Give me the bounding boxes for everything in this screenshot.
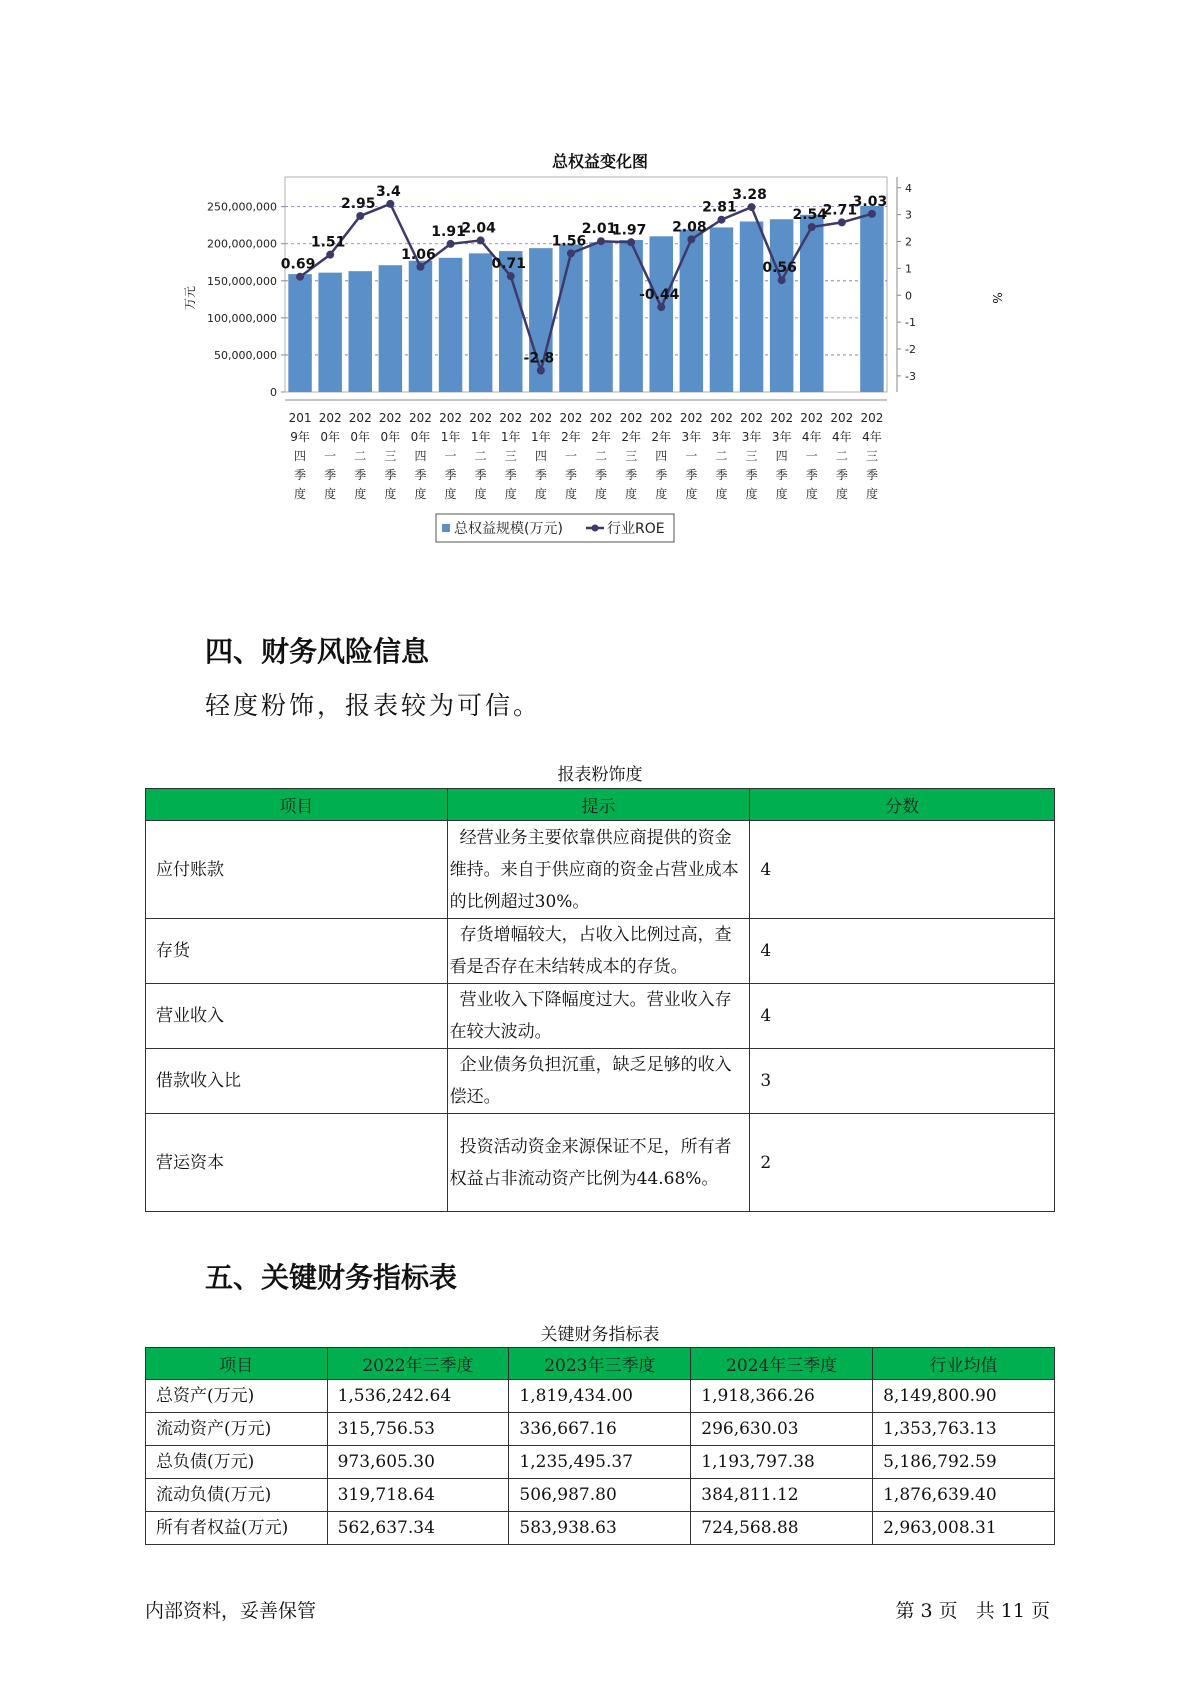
y-tick-label: 200,000,000 [207, 237, 277, 251]
data-label: -2.8 [523, 350, 555, 367]
metrics-table [145, 1347, 1055, 1545]
data-label: 3.4 [375, 183, 401, 200]
data-label: 1.56 [551, 233, 587, 250]
bar [589, 242, 612, 392]
legend-line-marker [592, 525, 599, 532]
x-tick-label: 202 2年二季度 [589, 411, 613, 501]
x-tick-label: 202 3年四季度 [770, 411, 794, 501]
bar [740, 221, 763, 392]
bar [770, 219, 793, 392]
table-row [146, 1512, 1055, 1545]
metric-value: 296,630.03 [691, 1413, 873, 1446]
metric-value: 1,819,434.00 [509, 1380, 691, 1413]
risk-score: 4 [750, 821, 1055, 919]
header-score: 分数 [750, 789, 1055, 821]
equity-change-chart [150, 140, 1004, 590]
chart-legend [436, 514, 674, 542]
y2-tick-label: 2 [905, 235, 912, 249]
header-hint: 提示 [447, 789, 750, 821]
table-row [146, 1413, 1055, 1446]
metric-value: 1,918,366.26 [691, 1380, 873, 1413]
y2-tick-label: -3 [905, 369, 916, 383]
data-label: 3.03 [852, 193, 888, 210]
data-label: 2.04 [461, 220, 496, 237]
roe-point [717, 216, 725, 224]
roe-point [447, 240, 455, 248]
risk-item: 应付账款 [146, 821, 448, 919]
risk-table-header-row [146, 789, 1055, 821]
metric-name: 总负债(万元) [146, 1446, 328, 1479]
bar [469, 253, 492, 392]
y2-tick-label: -1 [905, 316, 916, 330]
risk-table-caption: 报表粉饰度 [557, 765, 643, 785]
roe-point [838, 218, 846, 226]
section-heading-financial-risk: 四、财务风险信息 [205, 635, 430, 668]
roe-point [477, 236, 485, 244]
roe-point [597, 237, 605, 245]
roe-point [748, 203, 756, 211]
legend-bar-swatch [442, 524, 450, 532]
x-tick-label: 202 2年一季度 [559, 411, 583, 501]
data-label: 1.51 [310, 234, 346, 251]
metric-value: 1,193,797.38 [691, 1446, 873, 1479]
risk-score: 4 [750, 919, 1055, 984]
risk-item: 营业收入 [146, 984, 448, 1049]
table-row [146, 919, 1055, 984]
x-tick-label: 202 1年四季度 [529, 411, 553, 501]
header-2023q3: 2023年三季度 [509, 1348, 691, 1380]
x-tick-label: 202 3年一季度 [679, 411, 703, 501]
data-label: 2.95 [340, 195, 376, 212]
bar [318, 273, 341, 392]
x-tick-label: 202 0年三季度 [378, 411, 402, 501]
risk-item: 借款收入比 [146, 1049, 448, 1114]
metric-value: 336,667.16 [509, 1413, 691, 1446]
data-label: 0.56 [762, 260, 797, 277]
metric-value: 1,876,639.40 [873, 1479, 1055, 1512]
bar [650, 236, 673, 392]
metric-value: 724,568.88 [691, 1512, 873, 1545]
header-item: 项目 [146, 789, 448, 821]
roe-point [868, 210, 876, 218]
x-tick-label: 202 2年四季度 [649, 411, 673, 501]
footer-confidential-note: 内部资料，妥善保管 [145, 1600, 317, 1622]
y-tick-label: 0 [270, 386, 277, 399]
risk-hint: 存货增幅较大，占收入比例过高，查看是否存在未结转成本的存货。 [447, 919, 750, 984]
chart-title: 总权益变化图 [551, 152, 649, 171]
metric-value: 1,235,495.37 [509, 1446, 691, 1479]
metric-value: 384,811.12 [691, 1479, 873, 1512]
y2-tick-label: -2 [905, 343, 916, 356]
risk-hint: 投资活动资金来源保证不足，所有者权益占非流动资产比例为44.68%。 [447, 1114, 750, 1212]
table-row [146, 821, 1055, 919]
header-2022q3: 2022年三季度 [327, 1348, 509, 1380]
data-label: 3.28 [732, 187, 767, 204]
roe-point [808, 223, 816, 231]
x-tick-label: 202 4年二季度 [830, 411, 854, 501]
x-tick-label: 202 4年三季度 [860, 411, 884, 501]
x-tick-label: 202 3年二季度 [709, 411, 733, 501]
header-2024q3: 2024年三季度 [691, 1348, 873, 1380]
roe-point [356, 212, 364, 220]
data-label: 2.08 [672, 219, 707, 236]
metric-value: 8,149,800.90 [873, 1380, 1055, 1413]
bar [439, 258, 462, 392]
x-tick-label: 202 1年二季度 [469, 411, 493, 501]
y2-tick-label: 1 [905, 262, 912, 276]
roe-point [416, 263, 424, 271]
bar [559, 244, 582, 392]
bar [860, 206, 883, 392]
metric-value: 562,637.34 [327, 1512, 509, 1545]
x-tick-label: 202 0年二季度 [348, 411, 372, 501]
table-row [146, 984, 1055, 1049]
metric-value: 1,353,763.13 [873, 1413, 1055, 1446]
risk-score: 2 [750, 1114, 1055, 1212]
y2-tick-label: 3 [905, 208, 912, 222]
roe-point [386, 200, 394, 208]
y-tick-label: 250,000,000 [207, 200, 277, 214]
metric-value: 583,938.63 [509, 1512, 691, 1545]
roe-point [326, 251, 334, 259]
data-label: -0.44 [639, 287, 680, 304]
x-tick-label: 202 0年一季度 [318, 411, 342, 501]
y2-tick-label: 4 [905, 181, 912, 195]
x-tick-label: 202 1年三季度 [499, 411, 523, 501]
roe-point [507, 272, 515, 280]
bar [379, 265, 402, 392]
x-tick-label: 202 3年三季度 [740, 411, 764, 501]
section-heading-key-metrics: 五、关键财务指标表 [205, 1261, 458, 1294]
header-industry-avg: 行业均值 [873, 1348, 1055, 1380]
data-label: 1.91 [431, 223, 466, 240]
risk-item: 存货 [146, 919, 448, 984]
data-label: 1.06 [401, 246, 436, 263]
bar [349, 271, 372, 392]
metric-name: 总资产(万元) [146, 1380, 328, 1413]
data-label: 2.81 [702, 199, 737, 216]
y-tick-label: 50,000,000 [214, 348, 277, 362]
table-row [146, 1380, 1055, 1413]
y-tick-label: 100,000,000 [207, 311, 277, 325]
y2-axis-label: % [990, 292, 1004, 304]
roe-point [296, 273, 304, 281]
table-row [146, 1479, 1055, 1512]
roe-point [627, 238, 635, 246]
data-label: 1.97 [611, 222, 647, 239]
roe-point [537, 367, 545, 375]
y-axis-label: 万元 [183, 285, 197, 311]
risk-table [145, 788, 1055, 1212]
y-tick-label: 150,000,000 [207, 274, 277, 288]
bar [710, 227, 733, 392]
data-label: 2.54 [792, 206, 828, 223]
data-label: 0.71 [491, 256, 527, 273]
bar [409, 261, 432, 392]
risk-summary: 轻度粉饰，报表较为可信。 [205, 691, 542, 720]
roe-point [657, 303, 665, 311]
metric-value: 2,963,008.31 [873, 1512, 1055, 1545]
metrics-table-header-row [146, 1348, 1055, 1380]
data-label: 2.01 [581, 221, 617, 238]
metric-value: 5,186,792.59 [873, 1446, 1055, 1479]
metric-value: 1,536,242.64 [327, 1380, 509, 1413]
metric-name: 流动资产(万元) [146, 1413, 328, 1446]
metrics-table-caption: 关键财务指标表 [540, 1325, 660, 1345]
data-label: 0.69 [280, 256, 316, 273]
x-tick-label: 201 9年四季度 [288, 411, 312, 501]
metric-value: 973,605.30 [327, 1446, 509, 1479]
header-item: 项目 [146, 1348, 328, 1380]
bar [288, 274, 311, 392]
roe-point [687, 235, 695, 243]
legend-bar-label: 总权益规模(万元) [454, 521, 563, 537]
footer-page-number: 第 3 页 共 11 页 [895, 1600, 1050, 1622]
risk-hint: 经营业务主要依靠供应商提供的资金维持。来自于供应商的资金占营业成本的比例超过30%。 [447, 821, 750, 919]
metric-name: 所有者权益(万元) [146, 1512, 328, 1545]
risk-hint: 企业债务负担沉重，缺乏足够的收入偿还。 [447, 1049, 750, 1114]
risk-score: 3 [750, 1049, 1055, 1114]
metric-value: 506,987.80 [509, 1479, 691, 1512]
legend-line-label: 行业ROE [607, 521, 665, 537]
risk-hint: 营业收入下降幅度过大。营业收入存在较大波动。 [447, 984, 750, 1049]
metric-name: 流动负债(万元) [146, 1479, 328, 1512]
x-tick-label: 202 1年一季度 [439, 411, 463, 501]
risk-score: 4 [750, 984, 1055, 1049]
table-row [146, 1446, 1055, 1479]
x-tick-label: 202 4年一季度 [800, 411, 824, 501]
data-label: 2.71 [822, 202, 858, 219]
roe-point [567, 249, 575, 257]
metric-value: 319,718.64 [327, 1479, 509, 1512]
y2-tick-label: 0 [905, 289, 912, 303]
table-row [146, 1114, 1055, 1212]
table-row [146, 1049, 1055, 1114]
x-tick-label: 202 0年四季度 [408, 411, 432, 501]
x-tick-label: 202 2年三季度 [619, 411, 643, 501]
roe-point [778, 276, 786, 284]
bar [680, 230, 703, 392]
risk-item: 营运资本 [146, 1114, 448, 1212]
metric-value: 315,756.53 [327, 1413, 509, 1446]
